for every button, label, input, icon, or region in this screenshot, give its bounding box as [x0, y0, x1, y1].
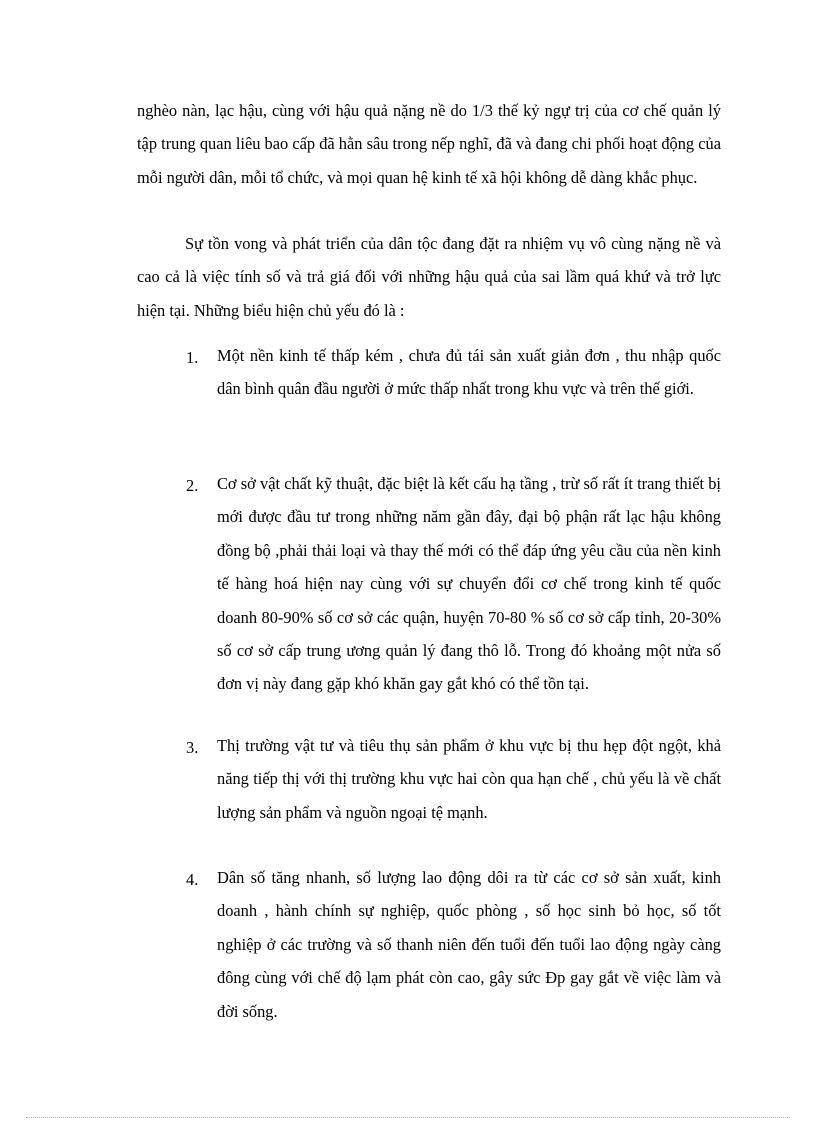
list-item-text: Dân số tăng nhanh, số lượng lao động dôi ra từ các cơ sở sản xuất, kinh doanh , hành chính sự nghiệp, quốc phòng , số học sinh bỏ học, số tốt nghiệp ở các trường và số thanh niên đến tuổi đến tuổi lao động ngày càng đông cùng với chế độ lạm phát còn cao, gây sức Đp gay gắt về việc làm và đời sống.	[217, 868, 721, 1021]
list-item-number: 3.	[186, 738, 199, 757]
list-item-text: Thị trường vật tư và tiêu thụ sản phẩm ở khu vực bị thu hẹp đột ngột, khả năng tiếp thị với thị trường khu vực hai còn qua hạn chế , chủ yếu là về chất lượng sản phẩm và nguồn ngoại tệ mạnh.	[217, 736, 721, 822]
list-item-number: 4.	[186, 870, 199, 889]
list-item-number: 1.	[186, 348, 199, 367]
list-item-text: Cơ sở vật chất kỹ thuật, đặc biệt là kết cấu hạ tầng , trừ số rất ít trang thiết bị mới được đầu tư trong những năm gần đây, đại bộ phận rất lạc hậu không đồng bộ ,phải thải loại và thay thế mới có thể đáp ứng yêu cầu của nền kinh tế hàng hoá hiện nay cùng với sự chuyển đổi cơ chế trong kinh tế quốc doanh 80-90% số cơ sở các quận, huyện 70-80 % số cơ sở cấp tỉnh, 20-30% số cơ sở cấp trung ương quản lý đang thô lỗ. Trong đó khoảng một nửa số đơn vị này đang gặp khó khăn gay gắt khó có thể tồn tại.	[217, 474, 721, 694]
body-paragraph-1: nghèo nàn, lạc hậu, cùng với hậu quả nặng nề do 1/3 thế kỷ ngự trị của cơ chế quản lý tập trung quan liêu bao cấp đã hằn sâu trong nếp nghĩ, đã và đang chi phối hoạt động của mỗi người dân, mỗi tổ chức, và mọi quan hệ kinh tế xã hội không dễ dàng khắc phục.	[137, 101, 721, 187]
page-bottom-divider	[26, 1117, 790, 1118]
list-item-number: 2.	[186, 476, 199, 495]
list-item-text: Một nền kinh tế thấp kém , chưa đủ tái sản xuất giản đơn , thu nhập quốc dân bình quân đầu người ở mức thấp nhất trong khu vực và trên thế giới.	[217, 346, 721, 399]
body-paragraph-2: Sự tồn vong và phát triển của dân tộc đang đặt ra nhiệm vụ vô cùng nặng nề và cao cả là việc tính số và trả giá đối với những hậu quả của sai lầm quá khứ và trở lực hiện tại. Những biểu hiện chủ yếu đó là :	[137, 234, 721, 320]
